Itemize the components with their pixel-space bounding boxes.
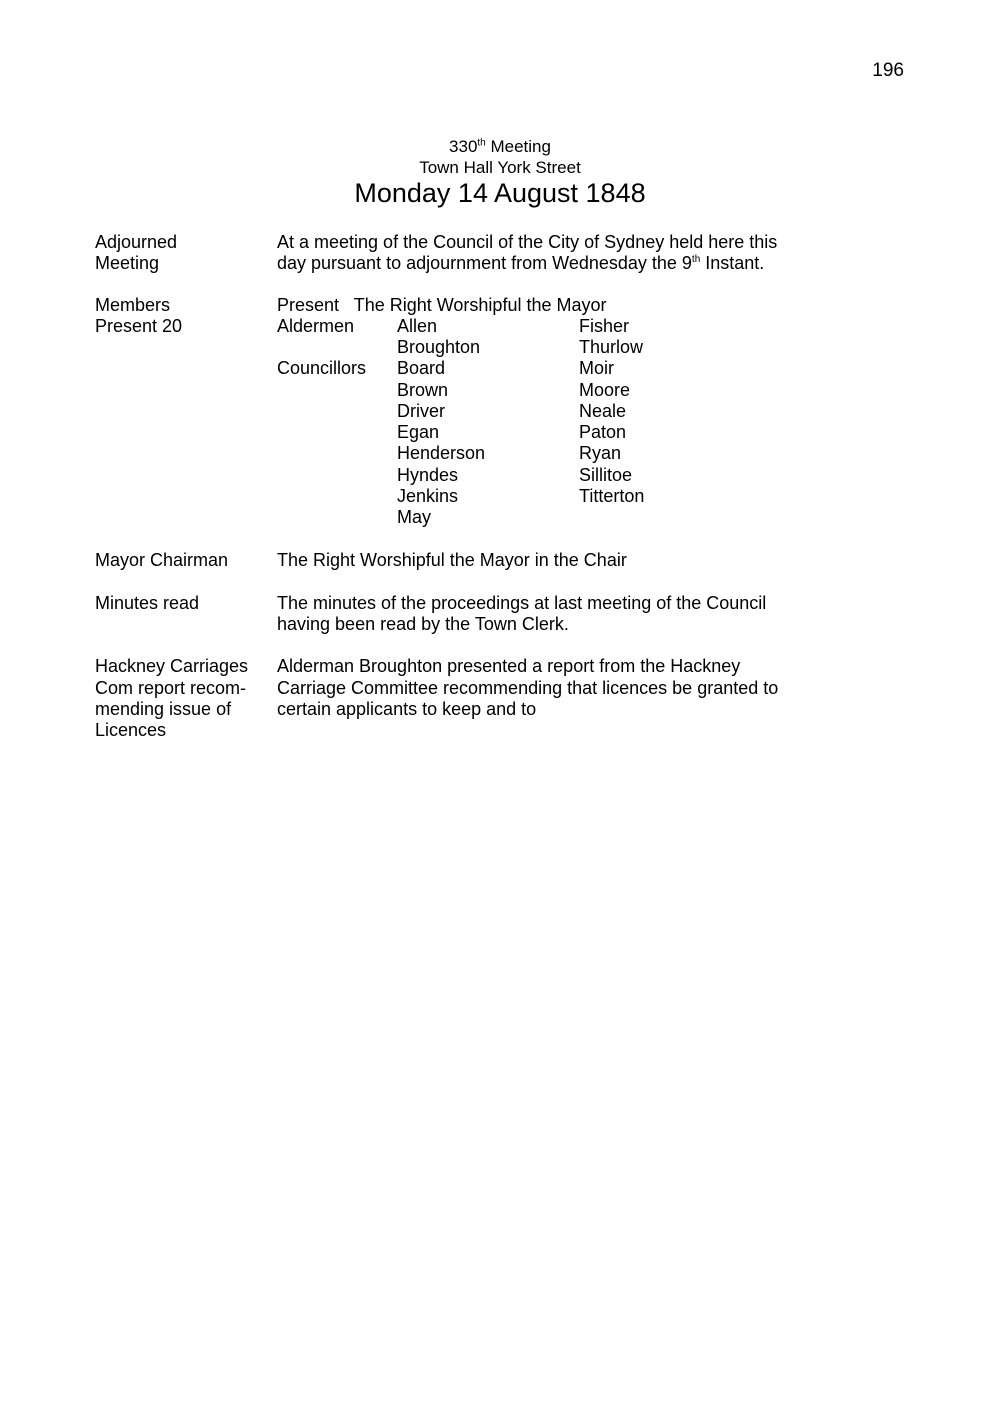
member-name: Paton [579,422,627,442]
meeting-number-suffix: th [477,137,486,149]
member-name: Titterton [579,486,645,506]
adjourned-line-2-text: day pursuant to adjournment from Wednesday the 9 [277,253,692,273]
member-name: Jenkins [397,486,459,506]
member-name: Thurlow [579,337,644,357]
adjourned-line-1: At a meeting of the Council of the City of Sydney held here this [277,232,778,252]
margin-note-adjourned-1: Adjourned [95,232,178,252]
hackney-line-2: Carriage Committee recommending that licences be granted to [277,678,779,698]
councillors-label: Councillors [277,358,367,378]
chair-text: The Right Worshipful the Mayor in the Chair [277,550,627,570]
minutes-line-1: The minutes of the proceedings at last meeting of the Council [277,593,767,613]
member-name: Neale [579,401,627,421]
member-name: Allen [397,316,438,336]
margin-note-chair: Mayor Chairman [95,550,229,570]
member-name: Sillitoe [579,465,633,485]
margin-note-members-2: Present 20 [95,316,183,336]
meeting-number-value: 330 [449,137,478,156]
member-name: Broughton [397,337,481,357]
member-name: Moore [579,380,631,400]
member-name: Board [397,358,446,378]
member-name: Fisher [579,316,630,336]
page-number: 196 [872,60,904,81]
adjourned-line-2 [277,253,764,274]
aldermen-label: Aldermen [277,316,355,336]
margin-note-adjourned-2: Meeting [95,253,160,273]
margin-note-minutes: Minutes read [95,593,200,613]
member-name: Driver [397,401,445,421]
minutes-line-2: having been read by the Town Clerk. [277,614,569,634]
margin-note-hackney-4: Licences [95,720,167,740]
meeting-number [0,137,1000,157]
member-name: Ryan [579,443,622,463]
hackney-line-3: certain applicants to keep and to [277,699,537,719]
meeting-word: Meeting [490,137,551,156]
margin-note-hackney-1: Hackney Carriages [95,656,249,676]
member-name: Hyndes [397,465,459,485]
adjourned-line-2-suffix: th [691,254,701,265]
member-name: Egan [397,422,440,442]
meeting-date: Monday 14 August 1848 [354,178,646,208]
margin-note-members-1: Members [95,295,171,315]
present-line: Present The Right Worshipful the Mayor [277,295,607,315]
member-name: May [397,507,432,527]
margin-note-hackney-2: Com report recom- [95,678,247,698]
member-name: Moir [579,358,614,378]
meeting-venue: Town Hall York Street [419,158,581,177]
margin-note-hackney-3: mending issue of [95,699,232,719]
adjourned-line-2-end: Instant. [700,253,765,273]
member-name: Henderson [397,443,486,463]
hackney-line-1: Alderman Broughton presented a report from the Hackney [277,656,741,676]
member-name: Brown [397,380,449,400]
